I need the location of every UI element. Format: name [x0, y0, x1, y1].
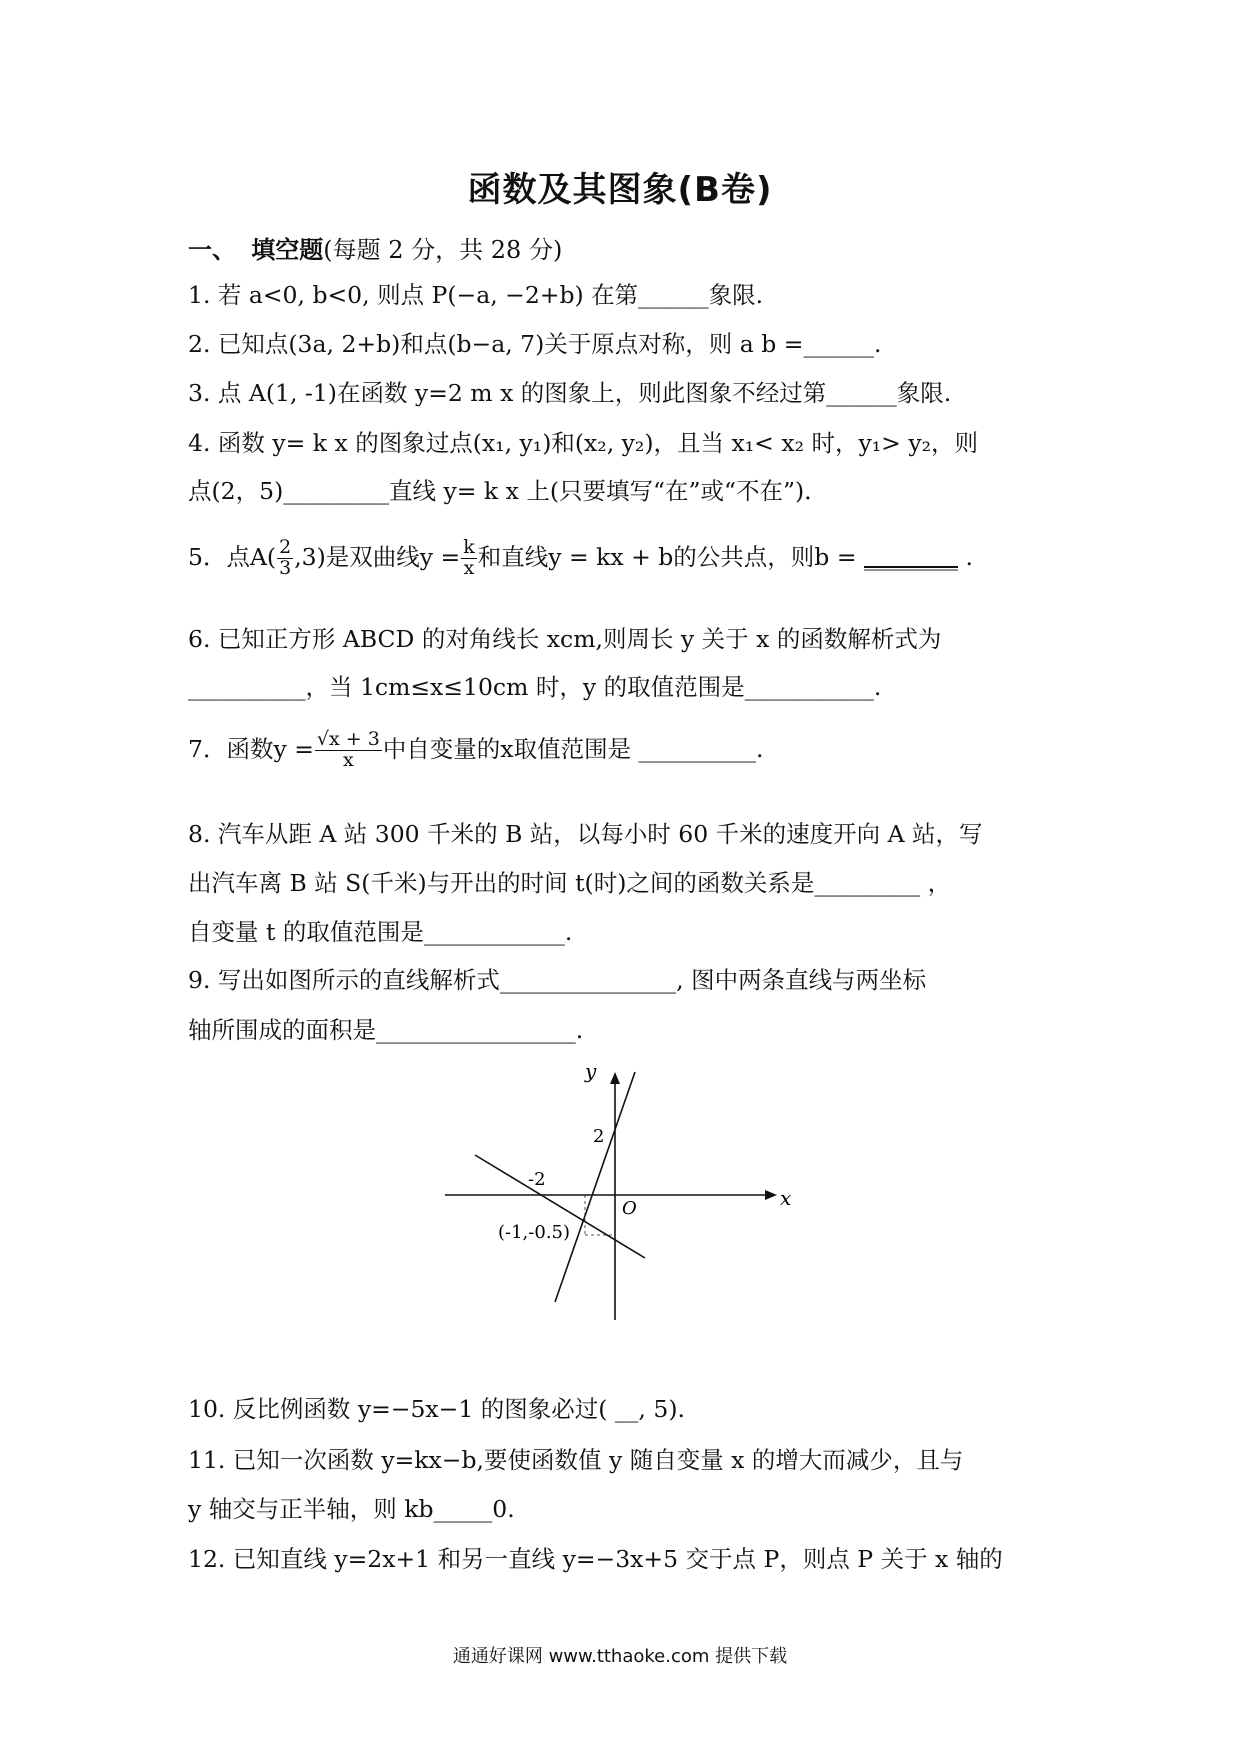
fraction-denominator: x — [463, 557, 475, 579]
question-3: 3. 点 A(1, -1)在函数 y=2 m x 的图象上，则此图象不经过第______象限. — [188, 379, 952, 407]
question-7-part-b: 中自变量的x取值范围是 __________. — [382, 735, 764, 763]
section-note: (每题 2 分，共 28 分) — [323, 236, 563, 264]
question-5-part-a: 5．点A( — [188, 543, 277, 571]
question-10: 10. 反比例函数 y=−5x−1 的图象必过( __, 5). — [188, 1395, 685, 1423]
question-11-line-2: y 轴交与正半轴，则 kb_____0. — [188, 1495, 515, 1523]
footer-text: 通通好课网 www.tthaoke.com 提供下载 — [452, 1646, 788, 1667]
fraction-sqrt — [315, 730, 382, 771]
question-7-part-a: 7．函数y = — [188, 735, 314, 763]
question-5-part-b: ,3)是双曲线y = — [294, 543, 461, 571]
section-heading — [188, 230, 562, 265]
question-11-line-1: 11. 已知一次函数 y=kx−b,要使函数值 y 随自变量 x 的增大而减少，且与 — [188, 1446, 964, 1474]
origin-label: O — [622, 1198, 637, 1219]
coordinate-figure — [430, 1060, 800, 1335]
y-axis-arrow — [610, 1072, 620, 1084]
question-4-line-2: 点(2，5)_________直线 y= k x 上(只要填写“在”或“不在”)． — [188, 477, 828, 505]
question-12: 12. 已知直线 y=2x+1 和另一直线 y=−3x+5 交于点 P，则点 P 关于 x 轴的 — [188, 1545, 1003, 1573]
intersection-point-label: (-1,-0.5) — [498, 1222, 571, 1243]
question-5-part-c: 和直线y = kx + b的公共点，则b = — [477, 543, 857, 571]
question-9-line-1: 9. 写出如图所示的直线解析式_______________, 图中两条直线与两坐标 — [188, 966, 927, 994]
question-1: 1. 若 a<0, b<0, 则点 P(−a, −2+b) 在第______象限. — [188, 281, 764, 309]
fraction-numerator: √x + 3 — [316, 728, 380, 751]
question-5-blank: ________ — [864, 543, 958, 571]
question-8-line-3: 自变量 t 的取值范围是____________. — [188, 918, 573, 946]
question-2: 2. 已知点(3a, 2+b)和点(b−a, 7)关于原点对称，则 a b =______. — [188, 330, 882, 358]
question-6-line-2: __________，当 1cm≤x≤10cm 时，y 的取值范围是___________. — [188, 673, 882, 701]
line-increasing — [555, 1072, 635, 1302]
question-8-line-1: 8. 汽车从距 A 站 300 千米的 B 站，以每小时 60 千米的速度开向 A 站，写 — [188, 820, 983, 848]
y-intercept-label: 2 — [593, 1126, 605, 1147]
question-7 — [188, 730, 764, 771]
fraction-denominator: x — [342, 749, 354, 771]
page-title: 函数及其图象(B卷) — [467, 170, 773, 210]
question-5 — [188, 538, 973, 579]
x-axis-arrow — [765, 1190, 777, 1200]
section-name: 填空题 — [251, 236, 324, 264]
question-9-line-2: 轴所围成的面积是_________________. — [188, 1016, 584, 1044]
section-number: 一、 — [188, 236, 236, 264]
y-axis-label: y — [585, 1060, 597, 1083]
fraction-numerator: k — [463, 536, 475, 559]
question-5-end: . — [965, 543, 973, 571]
fraction-numerator: 2 — [279, 536, 292, 559]
question-8-line-2: 出汽车离 B 站 S(千米)与开出的时间 t(时)之间的函数关系是_________ ， — [188, 869, 952, 897]
x-intercept-label: -2 — [528, 1169, 546, 1190]
question-6-line-1: 6. 已知正方形 ABCD 的对角线长 xcm,则周长 y 关于 x 的函数解析式为 — [188, 625, 942, 653]
fraction-two-thirds — [277, 538, 293, 579]
question-4-line-1: 4. 函数 y= k x 的图象过点(x₁, y₁)和(x₂, y₂)，且当 x₁< x₂ 时，y₁> y₂，则 — [188, 429, 979, 457]
fraction-denominator: 3 — [279, 557, 292, 579]
fraction-k-over-x — [461, 538, 477, 579]
x-axis-label: x — [780, 1186, 792, 1210]
